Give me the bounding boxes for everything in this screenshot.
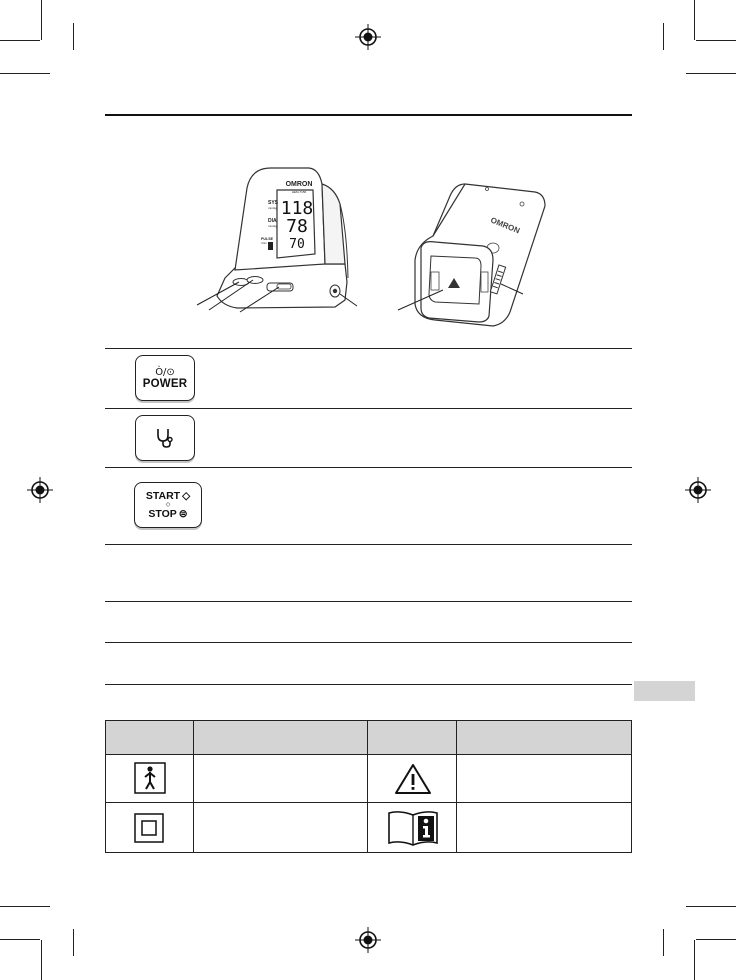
brand-logo-rear: OMRON [489, 215, 522, 236]
power-symbol: Ò/⊙ [155, 366, 175, 378]
start-label: START [145, 490, 181, 502]
crop-mark [686, 73, 736, 74]
sys-value: 118 [280, 198, 314, 219]
row-divider [105, 408, 632, 409]
table-cell [457, 803, 632, 853]
dia-unit: mmHg [268, 224, 277, 228]
crop-mark [0, 40, 40, 41]
crop-mark [694, 0, 695, 40]
table-header-cell [457, 721, 632, 755]
warning-triangle-icon [394, 763, 432, 795]
sys-label: SYS [268, 200, 279, 206]
consult-instructions-icon [386, 809, 440, 847]
crosshair-register-icon [27, 477, 53, 503]
pulse-value: 70 [289, 237, 305, 252]
start-stop-button-icon [134, 482, 202, 528]
power-button-icon [135, 355, 195, 401]
crosshair-register-icon [685, 477, 711, 503]
symbols-table [105, 720, 632, 853]
table-header-row [106, 721, 632, 755]
top-rule [105, 114, 632, 116]
crop-mark [686, 906, 736, 907]
crop-mark [0, 939, 40, 940]
section-tab [634, 681, 695, 701]
start-symbol: ◇ [182, 490, 191, 502]
crop-mark [663, 23, 664, 50]
type-bf-applied-part-icon [134, 762, 166, 794]
start-stop-separator: ◇ [165, 501, 171, 508]
row-divider [105, 684, 632, 685]
brand-logo: OMRON [285, 181, 313, 188]
row-divider [105, 544, 632, 545]
crop-mark [0, 73, 50, 74]
crop-mark [73, 929, 74, 956]
table-cell [106, 803, 194, 853]
crop-mark [696, 40, 736, 41]
stop-label: STOP [148, 508, 177, 520]
table-header-cell [193, 721, 368, 755]
row-divider [105, 642, 632, 643]
model-text: HEM-7156 [291, 190, 307, 194]
table-header-cell [368, 721, 457, 755]
table-cell [457, 755, 632, 803]
monitor-rear-illustration [395, 180, 555, 330]
crop-mark [73, 23, 74, 50]
crosshair-register-icon [355, 927, 381, 953]
crop-mark [694, 940, 695, 980]
table-row [106, 803, 632, 853]
row-divider [105, 601, 632, 602]
table-cell [193, 755, 368, 803]
crosshair-register-icon [355, 24, 381, 50]
pulse-unit: /min [261, 241, 267, 245]
table-cell [193, 803, 368, 853]
dia-label: DIA [268, 218, 277, 224]
dia-value: 78 [286, 216, 308, 237]
stethoscope-icon [154, 427, 176, 449]
crop-mark [0, 906, 50, 907]
table-row [106, 755, 632, 803]
crop-mark [663, 929, 664, 956]
crop-mark [41, 0, 42, 40]
stop-symbol: ⊜ [178, 508, 188, 520]
class-ii-equipment-icon [134, 813, 164, 843]
row-divider [105, 467, 632, 468]
monitor-front-illustration [195, 160, 370, 315]
personal-settings-button-icon [135, 415, 195, 461]
row-divider [105, 348, 632, 349]
table-cell [106, 755, 194, 803]
table-header-cell [106, 721, 194, 755]
sys-unit: mmHg [268, 206, 277, 210]
power-label: POWER [142, 377, 188, 390]
crop-mark [41, 940, 42, 980]
heart-indicator [268, 242, 273, 250]
table-cell [368, 803, 457, 853]
pulse-label: PULSE [261, 237, 273, 241]
table-cell [368, 755, 457, 803]
crop-mark [696, 939, 736, 940]
